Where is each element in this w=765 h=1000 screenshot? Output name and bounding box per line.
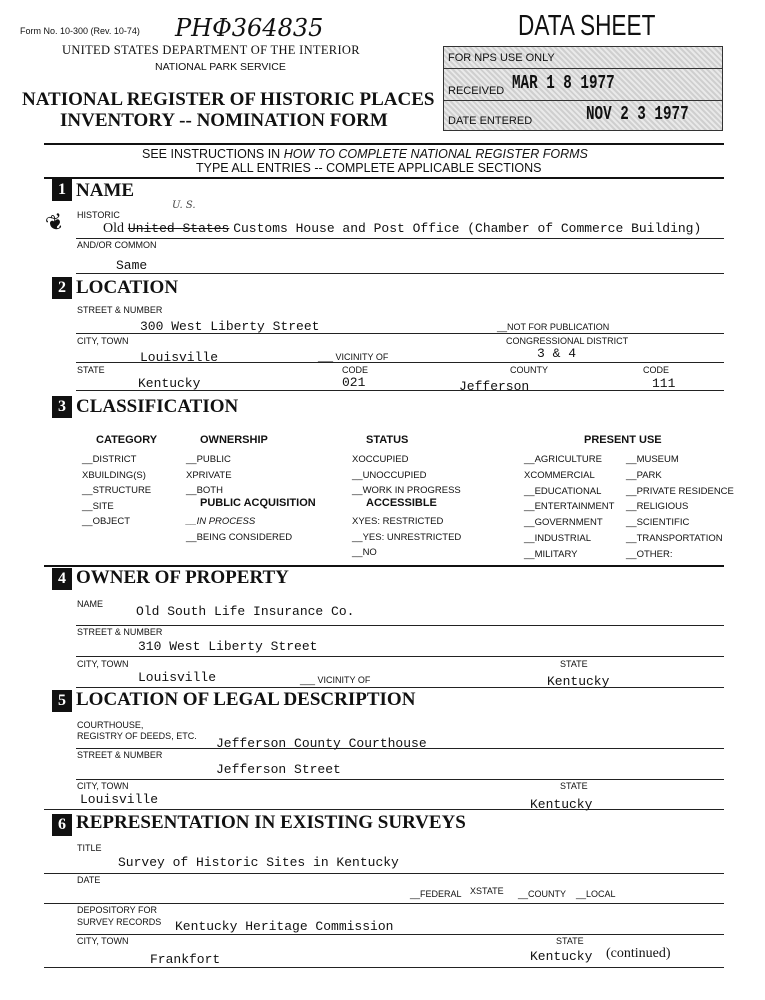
- nps-use-box: [443, 46, 723, 131]
- state-value: Kentucky: [138, 376, 201, 391]
- owner-name-label: NAME: [77, 599, 104, 609]
- continued-note: (continued): [606, 946, 671, 961]
- legal-street-value: Jefferson Street: [216, 762, 341, 777]
- depository-value: Kentucky Heritage Commission: [175, 919, 394, 934]
- date-entered-label: DATE ENTERED: [448, 115, 533, 127]
- form-title-line1: NATIONAL REGISTER OF HISTORIC PLACES: [22, 89, 435, 110]
- congressional-district-label: CONGRESSIONAL DISTRICT: [506, 336, 629, 346]
- ownership-private[interactable]: XPRIVATE: [186, 469, 232, 481]
- category-object[interactable]: __OBJECT: [82, 516, 131, 527]
- public-acquisition-heading: PUBLIC ACQUISITION: [200, 497, 316, 509]
- accessible-yes-unrestricted[interactable]: __YES: UNRESTRICTED: [352, 531, 462, 543]
- owner-name-value: Old South Life Insurance Co.: [136, 604, 355, 619]
- state-code-label: CODE: [342, 365, 369, 375]
- acquisition-being-considered[interactable]: __BEING CONSIDERED: [186, 531, 293, 543]
- category-list: [82, 452, 151, 530]
- present-use-list-right: [626, 452, 734, 563]
- legal-city-value: Louisville: [80, 792, 159, 807]
- present-use-heading: PRESENT USE: [584, 434, 662, 446]
- section-5-number: 5: [52, 690, 72, 712]
- vicinity-option[interactable]: ___ VICINITY OF: [318, 352, 389, 362]
- survey-city-label: CITY, TOWN: [77, 936, 129, 946]
- category-structure[interactable]: __STRUCTURE: [82, 485, 152, 496]
- section-2-number: 2: [52, 277, 72, 299]
- state-code-value: 021: [342, 375, 366, 390]
- struck-text: United States: [127, 221, 230, 236]
- owner-state-label: STATE: [560, 659, 588, 669]
- survey-state-label: STATE: [556, 936, 584, 946]
- courthouse-label-line1: COURTHOUSE,: [77, 720, 144, 730]
- use-museum[interactable]: __MUSEUM: [626, 454, 679, 465]
- section-4-number: 4: [52, 568, 72, 590]
- street-number-label: STREET & NUMBER: [77, 305, 163, 315]
- street-number-value: 300 West Liberty Street: [140, 319, 320, 334]
- use-government[interactable]: __GOVERNMENT: [524, 517, 603, 529]
- data-sheet-heading: DATA SHEET: [518, 10, 656, 42]
- section-6-number: 6: [52, 814, 72, 836]
- not-for-publication-option[interactable]: __NOT FOR PUBLICATION: [497, 322, 610, 332]
- common-name-value: Same: [116, 258, 148, 273]
- use-commercial[interactable]: XCOMMERCIAL: [524, 469, 595, 481]
- legal-state-label: STATE: [560, 781, 588, 791]
- legal-state-value: Kentucky: [530, 797, 593, 812]
- county-code-label: CODE: [643, 365, 670, 375]
- use-educational[interactable]: __EDUCATIONAL: [524, 485, 602, 497]
- use-private-residence[interactable]: __PRIVATE RESIDENCE: [626, 485, 734, 497]
- section-5-title: LOCATION OF LEGAL DESCRIPTION: [76, 689, 416, 710]
- city-town-value: Louisville: [140, 350, 219, 365]
- use-industrial[interactable]: __INDUSTRIAL: [524, 532, 592, 544]
- status-heading: STATUS: [366, 434, 409, 446]
- section-1-title: NAME: [76, 180, 135, 201]
- use-other[interactable]: __OTHER:: [626, 548, 673, 560]
- state-label: STATE: [77, 365, 105, 375]
- courthouse-label-line2: REGISTRY OF DEEDS, ETC.: [77, 731, 197, 741]
- use-scientific[interactable]: __SCIENTIFIC: [626, 517, 690, 529]
- handwritten-us-note: U. S.: [172, 200, 196, 211]
- date-entered-stamp: NOV 2 3 1977: [586, 103, 689, 125]
- use-entertainment[interactable]: __ENTERTAINMENT: [524, 501, 615, 513]
- status-unoccupied[interactable]: __UNOCCUPIED: [352, 469, 427, 481]
- ownership-public[interactable]: __PUBLIC: [186, 454, 231, 465]
- legal-city-label: CITY, TOWN: [77, 781, 129, 791]
- legal-street-label: STREET & NUMBER: [77, 750, 163, 760]
- present-use-list-left: [524, 452, 614, 563]
- section-4-title: OWNER OF PROPERTY: [76, 567, 289, 588]
- owner-city-value: Louisville: [138, 670, 217, 685]
- use-military[interactable]: __MILITARY: [524, 548, 578, 560]
- survey-state-option[interactable]: XSTATE: [470, 886, 504, 896]
- category-district[interactable]: __DISTRICT: [82, 454, 137, 465]
- section-3-number: 3: [52, 396, 72, 418]
- accessible-list: [352, 514, 461, 561]
- status-list: [352, 452, 461, 499]
- county-value: Jefferson: [459, 379, 530, 394]
- accessible-yes-restricted[interactable]: XYES: RESTRICTED: [352, 516, 444, 527]
- owner-city-label: CITY, TOWN: [77, 659, 129, 669]
- category-buildings[interactable]: XBUILDING(S): [82, 469, 146, 481]
- use-agriculture[interactable]: __AGRICULTURE: [524, 454, 602, 465]
- historic-label: HISTORIC: [77, 210, 120, 220]
- depository-label-line1: DEPOSITORY FOR: [77, 905, 158, 915]
- nps-use-only-label: FOR NPS USE ONLY: [448, 52, 555, 64]
- handwritten-flourish-icon: ❦: [42, 207, 68, 238]
- acquisition-list: [186, 514, 292, 545]
- handwritten-reference: PHΦ364835: [175, 14, 324, 42]
- courthouse-value: Jefferson County Courthouse: [216, 736, 427, 751]
- section-3-title: CLASSIFICATION: [76, 396, 239, 417]
- section-1-number: 1: [52, 179, 72, 201]
- city-town-label: CITY, TOWN: [77, 336, 129, 346]
- use-transportation[interactable]: __TRANSPORTATION: [626, 532, 723, 544]
- ownership-both[interactable]: __BOTH: [186, 485, 223, 496]
- section-2-title: LOCATION: [76, 277, 179, 298]
- survey-title-value: Survey of Historic Sites in Kentucky: [118, 855, 399, 870]
- status-occupied[interactable]: XOCCUPIED: [352, 454, 409, 465]
- survey-date-label: DATE: [77, 875, 101, 885]
- county-code-value: 111: [652, 376, 676, 391]
- ownership-heading: OWNERSHIP: [200, 434, 268, 446]
- department-name: UNITED STATES DEPARTMENT OF THE INTERIOR: [62, 43, 360, 57]
- instructions-line1: SEE INSTRUCTIONS IN HOW TO COMPLETE NATIONAL REGISTER FORMS: [142, 147, 588, 161]
- use-park[interactable]: __PARK: [626, 469, 662, 481]
- owner-state-value: Kentucky: [547, 674, 610, 689]
- received-label: RECEIVED: [448, 85, 505, 97]
- survey-state-value: Kentucky: [530, 949, 593, 964]
- accessible-heading: ACCESSIBLE: [366, 497, 437, 509]
- survey-county-option[interactable]: __COUNTY: [518, 889, 567, 899]
- common-name-label: AND/OR COMMON: [77, 240, 157, 250]
- service-name: NATIONAL PARK SERVICE: [155, 61, 286, 73]
- owner-vicinity-option[interactable]: ___ VICINITY OF: [300, 675, 371, 685]
- owner-street-value: 310 West Liberty Street: [138, 639, 318, 654]
- status-work-in-progress[interactable]: __WORK IN PROGRESS: [352, 485, 461, 496]
- use-religious[interactable]: __RELIGIOUS: [626, 501, 689, 513]
- congressional-district-value: 3 & 4: [537, 346, 577, 361]
- acquisition-in-process[interactable]: __IN PROCESS: [186, 516, 256, 527]
- category-site[interactable]: __SITE: [82, 500, 114, 512]
- owner-street-label: STREET & NUMBER: [77, 627, 163, 637]
- form-number: Form No. 10-300 (Rev. 10-74): [20, 26, 140, 36]
- section-6-title: REPRESENTATION IN EXISTING SURVEYS: [76, 812, 466, 833]
- survey-federal-option[interactable]: __FEDERAL: [410, 889, 462, 899]
- survey-city-value: Frankfort: [150, 952, 221, 967]
- survey-title-label: TITLE: [77, 843, 102, 853]
- accessible-no[interactable]: __NO: [352, 547, 377, 558]
- depository-label-line2: SURVEY RECORDS: [77, 917, 162, 927]
- category-heading: CATEGORY: [96, 434, 158, 446]
- historic-name-value: Old United States Customs House and Post Office (Chamber of Commerce Building): [103, 221, 702, 236]
- survey-local-option[interactable]: __LOCAL: [576, 889, 616, 899]
- received-date-stamp: MAR 1 8 1977: [512, 72, 615, 94]
- county-label: COUNTY: [510, 365, 548, 375]
- ownership-list: [186, 452, 232, 499]
- form-title-line2: INVENTORY -- NOMINATION FORM: [60, 110, 388, 131]
- instructions-line2: TYPE ALL ENTRIES -- COMPLETE APPLICABLE SECTIONS: [196, 161, 542, 175]
